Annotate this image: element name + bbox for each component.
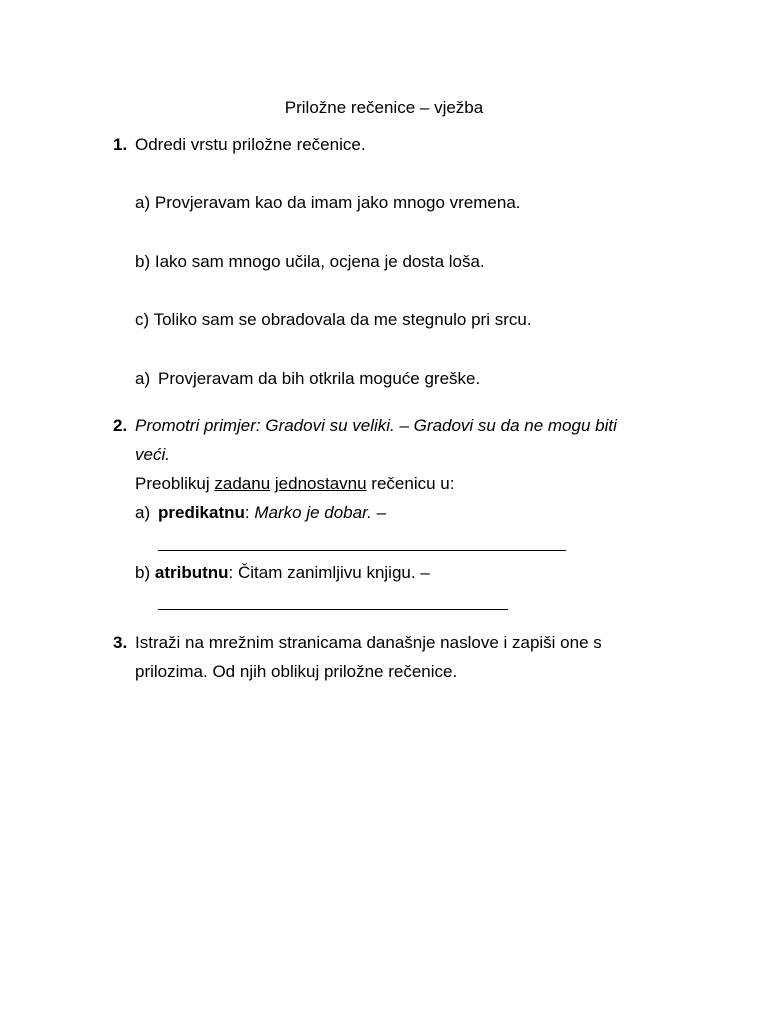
task-2-number: 2. xyxy=(113,416,128,435)
underlined-word-zadanu: zadanu xyxy=(214,474,271,493)
item-sentence: Marko je dobar. xyxy=(254,503,372,522)
answer-line-b[interactable] xyxy=(158,609,508,610)
item-sentence: Provjeravam da bih otkrila moguće greške. xyxy=(158,369,481,388)
task-1-item-d xyxy=(135,364,675,393)
task-3-line-2: prilozima. Od njih oblikuj priložne rečenice. xyxy=(135,662,458,681)
item-sentence: Provjeravam kao da imam jako mnogo vremena. xyxy=(154,193,521,212)
sentence-type-predikatnu: predikatnu xyxy=(158,503,245,522)
task-2 xyxy=(113,411,673,498)
task-2-item-a xyxy=(135,498,675,527)
item-letter: a) xyxy=(135,369,151,388)
task-2-instruction xyxy=(135,469,673,498)
item-sentence: Čitam zanimljivu knjigu. xyxy=(237,563,416,582)
worksheet-title: Priložne rečenice – vježba xyxy=(284,98,484,117)
item-sentence: Toliko sam se obradovala da me stegnulo pri srcu. xyxy=(153,310,532,329)
task-1-instruction: Odredi vrstu priložne rečenice. xyxy=(135,135,366,154)
item-sentence: Iako sam mnogo učila, ocjena je dosta loša. xyxy=(154,252,485,271)
separator: : xyxy=(228,563,238,582)
task-3 xyxy=(113,628,673,686)
task-1-item-b xyxy=(135,247,675,276)
task-1-number: 1. xyxy=(113,135,128,154)
task-1-item-c xyxy=(135,305,675,334)
instruction-text: Preoblikuj xyxy=(135,474,215,493)
task-1 xyxy=(113,130,673,159)
item-letter: c) xyxy=(135,310,150,329)
dash: – xyxy=(415,563,430,582)
task-3-line-1: Istraži na mrežnim stranicama današnje naslove i zapiši one s xyxy=(135,633,602,652)
task-2-item-b xyxy=(135,558,675,587)
underlined-word-jednostavnu: jednostavnu xyxy=(274,474,367,493)
sentence-type-atributnu: atributnu xyxy=(154,563,229,582)
dash: – xyxy=(371,503,387,522)
task-2-example-line-1: Promotri primjer: Gradovi su veliki. – Gradovi su da ne mogu biti xyxy=(135,416,617,435)
task-1-item-a xyxy=(135,188,675,217)
instruction-text: rečenicu u: xyxy=(366,474,455,493)
answer-line-a[interactable] xyxy=(158,550,566,551)
item-letter: a) xyxy=(135,193,151,212)
item-letter: a) xyxy=(135,503,151,522)
task-3-number: 3. xyxy=(113,633,128,652)
item-letter: b) xyxy=(135,252,151,271)
item-letter: b) xyxy=(135,563,151,582)
separator: : xyxy=(244,503,255,522)
task-2-example-line-2: veći. xyxy=(135,445,170,464)
